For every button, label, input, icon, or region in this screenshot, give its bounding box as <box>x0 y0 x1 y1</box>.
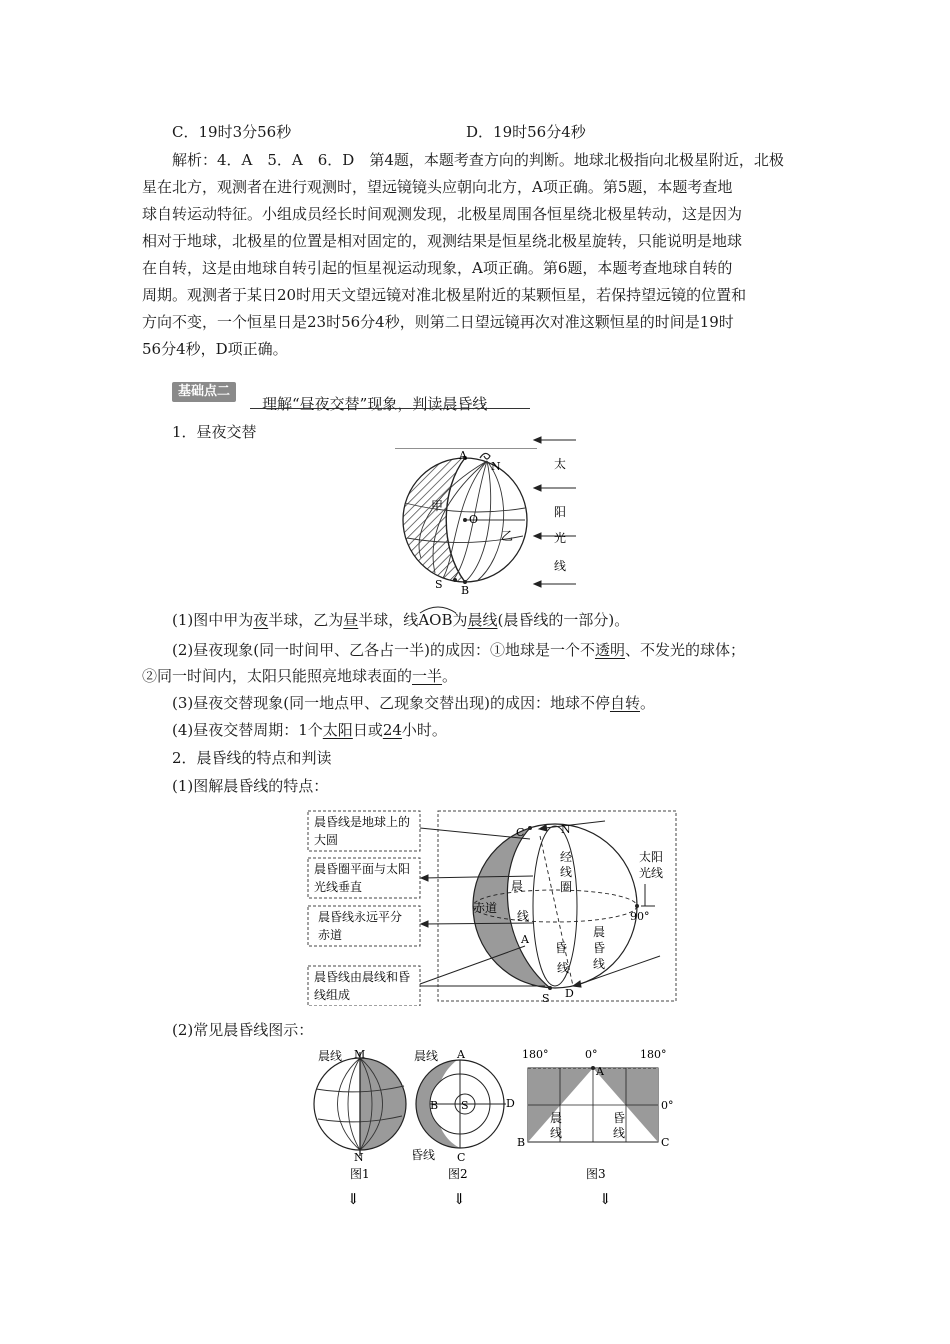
label-meridian: 线 <box>560 865 573 879</box>
label-a: A <box>521 933 529 946</box>
box-text: 线组成 <box>314 988 351 1002</box>
box-text: 晨昏圈平面与太阳 <box>314 862 411 876</box>
box-text: 晨昏线由晨线和昏 <box>314 970 411 984</box>
sunlight-char: 线 <box>554 559 567 573</box>
fig3-c: C <box>457 1151 466 1164</box>
down-arrow-icon: ⇓ <box>599 1190 612 1208</box>
box-text: 晨昏线永远平分 <box>318 910 403 924</box>
fig3-caption-2: 图2 <box>448 1167 468 1181</box>
analysis-line: 方向不变，一个恒星日是23时56分4秒，则第二日望远镜再次对准这颗恒星的时间是19时 <box>142 313 734 331</box>
label-jia: 甲 <box>431 499 444 513</box>
analysis-line: 相对于地球，北极星的位置是相对固定的，观测结果是恒星绕北极星旋转，只能说明是地球 <box>142 232 743 250</box>
label-terminator: 昏 <box>593 941 606 955</box>
sunlight-char: 太 <box>554 457 567 471</box>
label-dusk: 昏 <box>555 941 568 955</box>
section-title: 理解“昼夜交替”现象，判读晨昏线 <box>262 395 488 413</box>
fig3-dusk-2: 昏线 <box>411 1148 436 1162</box>
option-d: D．19时56分4秒 <box>466 123 586 141</box>
section-divider <box>250 408 530 409</box>
fig3-morning-3: 线 <box>550 1126 563 1140</box>
label-c: C <box>516 826 525 839</box>
fig3-s: S <box>461 1099 469 1112</box>
fig3-180a: 180° <box>522 1048 549 1061</box>
fig3-dusk-3: 昏 <box>613 1111 626 1125</box>
label-o: O <box>469 513 479 526</box>
para-2: (2)昼夜现象(同一时间甲、乙各占一半)的成因：①地球是一个不透明、不发光的球体； <box>172 641 745 659</box>
heading-terminator: 2．晨昏线的特点和判读 <box>172 749 332 767</box>
down-arrow-icon: ⇓ <box>453 1190 466 1208</box>
fig3-caption-3: 图3 <box>586 1167 606 1181</box>
fig3-d: D <box>506 1097 515 1110</box>
fig3-0deg-right: 0° <box>661 1099 674 1112</box>
label-90deg: 90° <box>630 910 650 923</box>
para-1: (1)图中甲为夜半球，乙为昼半球，线 AOB为晨线(晨昏线的一部分)。 <box>172 610 629 630</box>
label-terminator: 晨 <box>593 925 606 939</box>
analysis-line: 周期。观测者于某日20时用天文望远镜对准北极星附近的某颗恒星，若保持望远镜的位置和 <box>142 286 747 304</box>
label-dusk: 线 <box>557 961 570 975</box>
label-sun: 太阳 <box>639 850 664 864</box>
label-morning: 线 <box>517 909 530 923</box>
fig3-morning-3: 晨 <box>550 1111 563 1125</box>
label-b: B <box>461 584 470 597</box>
label-sun: 光线 <box>639 866 664 880</box>
common-terminator-figures <box>310 1044 680 1214</box>
sunlight-char: 阳 <box>554 505 567 519</box>
fig3-a3: A <box>596 1065 604 1078</box>
para-3: (3)昼夜交替现象(同一地点甲、乙现象交替出现)的成因：地球不停自转。 <box>172 694 655 712</box>
box-text: 赤道 <box>318 928 343 942</box>
analysis-line: 球自转运动特征。小组成员经长时间观测发现，北极星周围各恒星绕北极星转动，这是因为 <box>142 205 743 223</box>
analysis-line: 星在北方，观测者在进行观测时，望远镜镜头应朝向北方，A项正确。第5题，本题考查地 <box>142 178 733 196</box>
fig3-morning-2: 晨线 <box>414 1049 439 1063</box>
label-n: N <box>561 823 571 836</box>
analysis-line: 56分4秒，D项正确。 <box>142 340 288 358</box>
para-2-cont: ②同一时间内，太阳只能照亮地球表面的一半。 <box>142 667 458 685</box>
box-text: 光线垂直 <box>314 880 363 894</box>
fig3-caption-1: 图1 <box>350 1167 370 1181</box>
fig3-180b: 180° <box>640 1048 667 1061</box>
heading-day-night: 1．昼夜交替 <box>172 423 257 441</box>
option-c: C．19时3分56秒 <box>172 123 292 141</box>
fig3-b: B <box>430 1099 439 1112</box>
fig3-morning: 晨线 <box>318 1049 343 1063</box>
fig3-0deg: 0° <box>585 1048 598 1061</box>
fig3-c3: C <box>661 1136 670 1149</box>
down-arrow-icon: ⇓ <box>347 1190 360 1208</box>
terminator-features-figure <box>305 806 681 1006</box>
sunlight-arrows <box>530 432 590 598</box>
label-a: A <box>459 449 467 462</box>
label-morning: 晨 <box>511 879 524 893</box>
label-yi: 乙 <box>501 529 514 543</box>
subheading-common: (2)常见晨昏线图示： <box>172 1021 314 1039</box>
fig3-n: N <box>354 1151 364 1164</box>
fig3-b3: B <box>517 1136 526 1149</box>
subheading-features: (1)图解晨昏线的特点： <box>172 777 329 795</box>
fig3-m: M <box>354 1048 366 1061</box>
analysis-line: 在自转，这是由地球自转引起的恒星视运动现象，A项正确。第6题，本题考查地球自转的 <box>142 259 733 277</box>
para-4: (4)昼夜交替周期：1个太阳日或24小时。 <box>172 721 447 739</box>
label-s: S <box>435 578 443 591</box>
sunlight-char: 光 <box>554 531 567 545</box>
label-n: N <box>491 460 501 473</box>
label-d: D <box>565 987 574 1000</box>
section-tag: 基础点二 <box>172 382 236 402</box>
box-text: 大圆 <box>314 833 339 847</box>
analysis-line: 解析：4．A 5．A 6．D 第4题，本题考查方向的判断。地球北极指向北极星附近，北极 <box>172 151 784 169</box>
label-s: S <box>542 992 550 1005</box>
box-text: 晨昏线是地球上的 <box>314 815 411 829</box>
label-meridian: 经 <box>560 850 573 864</box>
fig3-dusk-3: 线 <box>613 1126 626 1140</box>
label-meridian: 圈 <box>560 880 573 894</box>
label-terminator: 线 <box>593 957 606 971</box>
fig3-a: A <box>457 1048 465 1061</box>
label-equator: 赤道 <box>473 901 498 915</box>
